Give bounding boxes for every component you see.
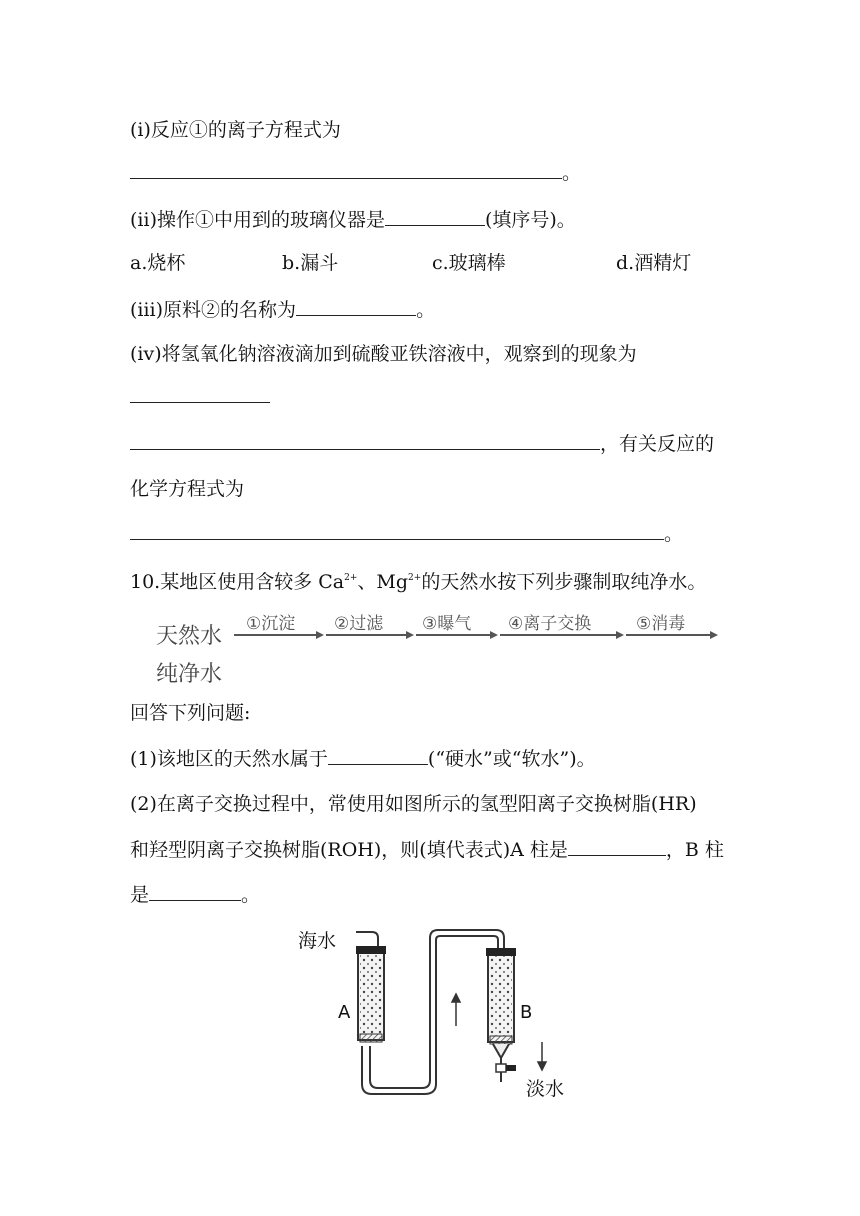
period: 。 — [416, 299, 436, 321]
part-1-text: (1)该地区的天然水属于 — [130, 748, 328, 770]
part-2-line-2 — [130, 837, 724, 862]
column-b-filter — [490, 1036, 512, 1044]
question-i — [130, 118, 341, 142]
answer-blank-a[interactable] — [568, 837, 666, 856]
flow-arrowhead-4 — [616, 631, 624, 639]
answer-blank[interactable] — [130, 384, 270, 403]
question-10-text-c: 的天然水按下列步骤制取纯净水。 — [421, 571, 707, 593]
answer-blank[interactable] — [328, 746, 428, 765]
question-iv-text-2: 化学方程式为 — [130, 478, 245, 500]
stopcock-handle — [506, 1065, 516, 1071]
column-a-cap — [356, 946, 386, 954]
question-10-text-a: 10.某地区使用含较多 Ca — [130, 571, 345, 593]
flow-end-label: 纯净水 — [156, 662, 223, 687]
column-b-resin — [490, 956, 512, 1036]
part-1-suffix: (“硬水”或“软水”)。 — [427, 748, 596, 770]
flow-down-arrowhead — [538, 1062, 546, 1070]
answer-blank[interactable] — [130, 521, 664, 540]
answer-blank[interactable] — [385, 207, 485, 226]
column-b-label: B — [520, 1002, 533, 1023]
part-2-mid: ，B 柱 — [665, 839, 724, 861]
question-ii-suffix: (填序号)。 — [484, 209, 576, 231]
inlet-pipe — [356, 932, 378, 946]
question-10-text-b: 、Mg — [357, 571, 409, 593]
part-2-line-3 — [130, 882, 260, 907]
question-iii-text: (ⅲ)原料②的名称为 — [130, 299, 297, 321]
period: 。 — [664, 523, 684, 545]
option-d: d.酒精灯 — [616, 252, 692, 274]
part-1 — [130, 746, 596, 771]
period: 。 — [241, 884, 261, 906]
flow-arrowhead-5 — [710, 631, 718, 639]
part-2-text: 和羟型阴离子交换树脂(ROH)，则(填代表式)A 柱是 — [130, 839, 568, 861]
question-iii — [130, 297, 435, 322]
question-iv-answer-line-3 — [130, 521, 683, 546]
option-a: a.烧杯 — [130, 252, 186, 274]
question-i-answer-line — [130, 160, 581, 185]
column-a-filter — [360, 1034, 382, 1042]
flow-arrowhead-3 — [490, 631, 498, 639]
question-iv-mid-text: ，有关反应的 — [600, 433, 715, 455]
question-iv — [130, 342, 637, 366]
column-b-funnel — [493, 1044, 509, 1058]
answer-blank[interactable] — [296, 297, 416, 316]
flow-step-2: ②过滤 — [334, 614, 384, 634]
answer-prompt: 回答下列问题: — [130, 702, 251, 724]
column-a-label: A — [338, 1002, 351, 1023]
stopcock — [496, 1064, 506, 1072]
question-iv-line-3 — [130, 477, 244, 501]
answer-blank[interactable] — [130, 431, 600, 450]
flow-start-label: 天然水 — [156, 624, 223, 649]
column-b-cap — [486, 948, 516, 956]
option-b: b.漏斗 — [282, 252, 339, 274]
answer-blank-b[interactable] — [149, 882, 241, 901]
flow-arrowhead-2 — [406, 631, 414, 639]
flow-step-5: ⑤消毒 — [636, 614, 686, 634]
period: 。 — [562, 162, 582, 184]
outlet-label: 淡水 — [526, 1078, 565, 1100]
flow-step-4: ④离子交换 — [508, 614, 592, 634]
flow-step-3: ③曝气 — [422, 614, 472, 634]
question-iv-answer-line-1 — [130, 384, 270, 409]
answer-blank[interactable] — [130, 160, 562, 179]
part-2-line-1: (2)在离子交换过程中，常使用如图所示的氢型阳离子交换树脂(HR) — [130, 793, 697, 815]
question-iv-answer-line-2 — [130, 431, 714, 456]
process-flow-diagram — [150, 605, 720, 685]
option-c: c.玻璃棒 — [432, 252, 506, 274]
question-10 — [130, 566, 706, 594]
ion-exchange-apparatus — [290, 918, 580, 1098]
question-ii-text: (ⅱ)操作①中用到的玻璃仪器是 — [130, 209, 385, 231]
inlet-label: 海水 — [298, 930, 337, 952]
ca-charge: 2+ — [344, 573, 358, 583]
flow-step-1: ①沉淀 — [246, 614, 296, 634]
mg-charge: 2+ — [408, 573, 422, 583]
flow-arrowhead-1 — [316, 631, 324, 639]
part-2-text-3: 是 — [130, 884, 150, 906]
question-iv-text: (ⅳ)将氢氧化钠溶液滴加到硫酸亚铁溶液中，观察到的现象为 — [130, 343, 637, 365]
column-a-resin — [360, 954, 382, 1034]
question-i-text: (ⅰ)反应①的离子方程式为 — [130, 119, 341, 141]
question-ii — [130, 207, 576, 232]
flow-up-arrowhead — [452, 994, 460, 1002]
